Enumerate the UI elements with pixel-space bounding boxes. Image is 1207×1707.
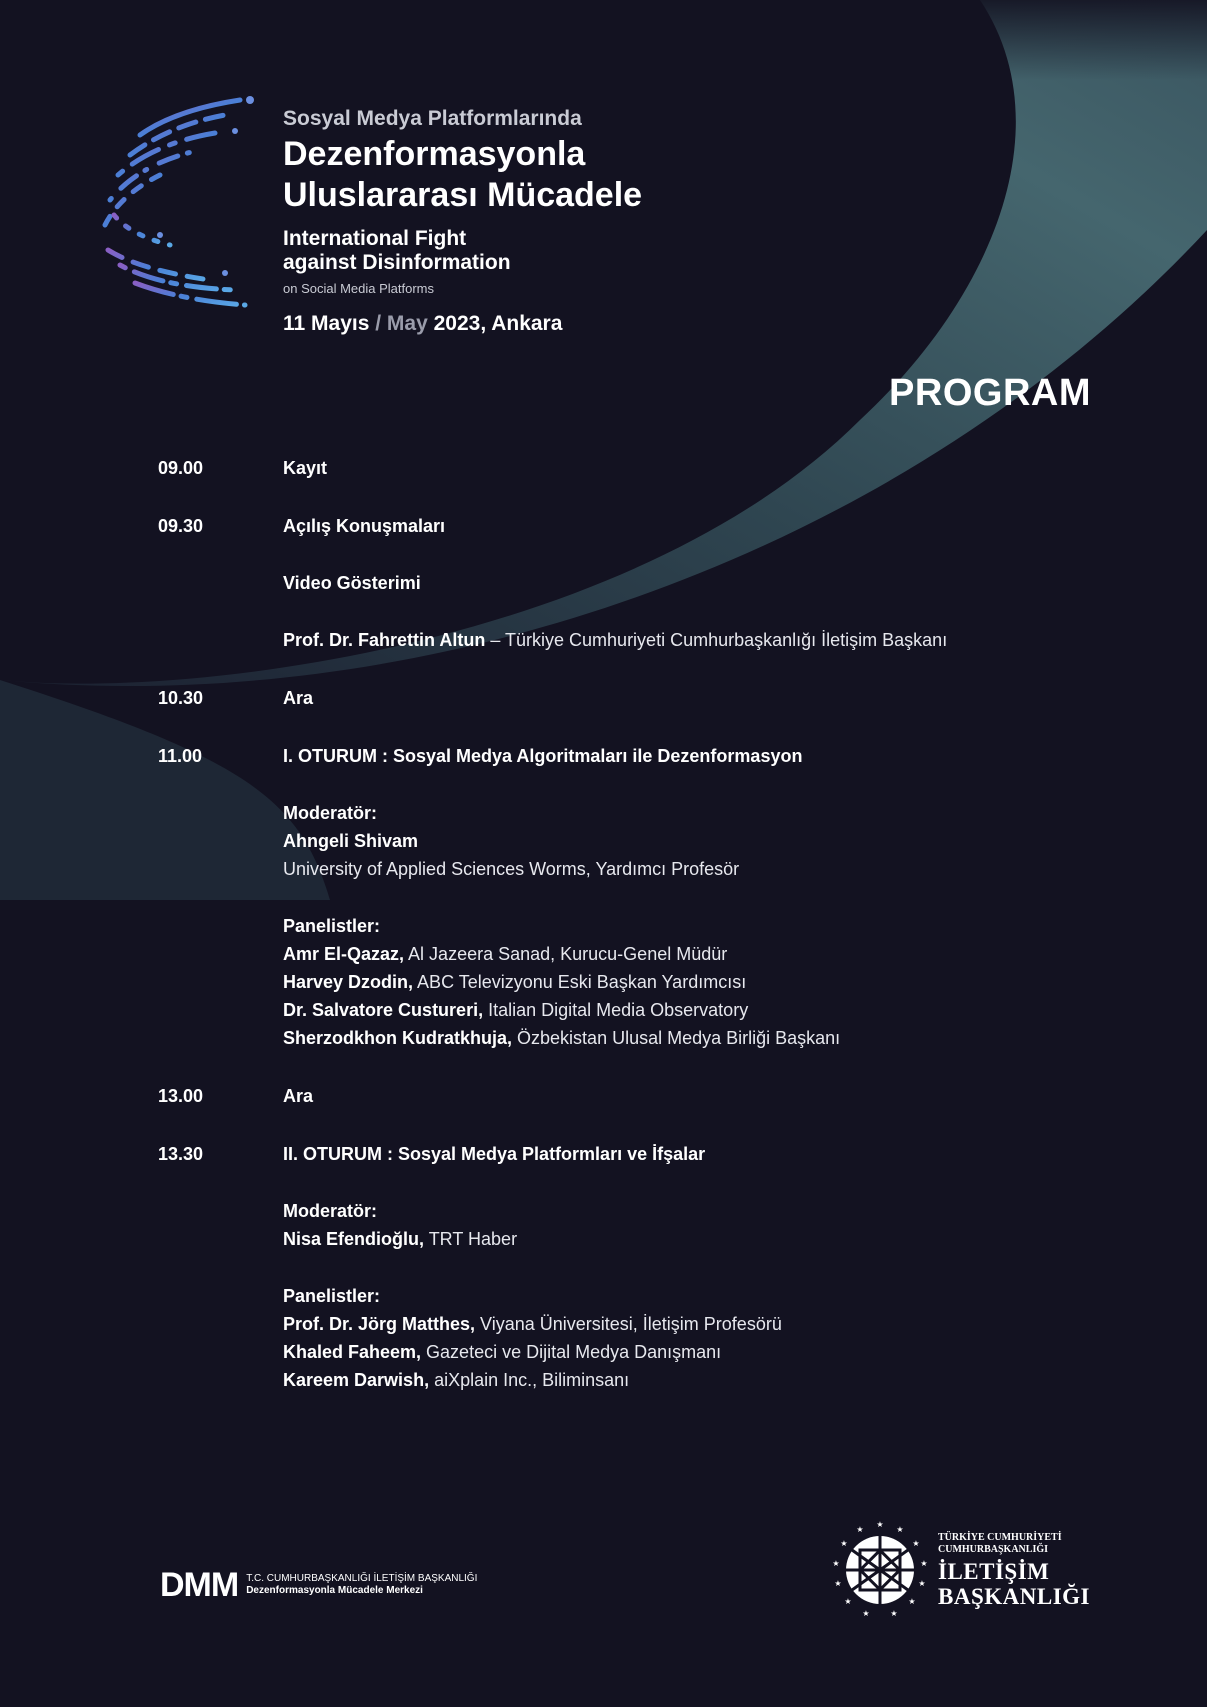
svg-text:★: ★ (832, 1559, 840, 1568)
ib-line4: BAŞKANLIĞI (938, 1583, 1090, 1609)
moderator-name: Nisa Efendioğlu, (283, 1229, 425, 1249)
agenda-row (158, 684, 1098, 712)
dmm-logo (160, 1568, 477, 1602)
agenda-item: Kayıt (283, 458, 328, 478)
agenda-row (158, 454, 1098, 482)
moderator-label: Moderatör: (283, 803, 377, 823)
header-title-line2: Uluslararası Mücadele (283, 176, 643, 214)
svg-text:★: ★ (918, 1579, 926, 1588)
svg-text:★: ★ (840, 1539, 848, 1548)
header-kicker: Sosyal Medya Platformlarında (283, 107, 582, 130)
moderator-role: TRT Haber (424, 1229, 518, 1249)
agenda-item: Açılış Konuşmaları (283, 516, 446, 536)
svg-text:★: ★ (856, 1525, 864, 1534)
panelist-role: Al Jazeera Sanad, Kurucu-Genel Müdür (404, 944, 728, 964)
agenda-item: Ara (283, 1086, 314, 1106)
panelist-role: aiXplain Inc., Biliminsanı (429, 1370, 630, 1390)
agenda-item: Video Gösterimi (283, 573, 421, 593)
agenda-time: 10.30 (158, 688, 204, 708)
speaker-name: Prof. Dr. Fahrettin Altun (283, 630, 486, 650)
svg-text:★: ★ (890, 1609, 898, 1618)
svg-text:★: ★ (844, 1597, 852, 1606)
date-year-city: 2023, Ankara (427, 312, 563, 335)
panelist-role: Viyana Üniversitesi, İletişim Profesörü (475, 1314, 782, 1334)
svg-text:★: ★ (862, 1609, 870, 1618)
panelist-role: ABC Televizyonu Eski Başkan Yardımcısı (413, 972, 747, 992)
speaker-role: – Türkiye Cumhuriyeti Cumhurbaşkanlığı İletişim Başkanı (485, 630, 948, 650)
panelist-role: Gazeteci ve Dijital Medya Danışmanı (421, 1342, 722, 1362)
dmm-mark: DMM (160, 1566, 239, 1604)
svg-text:★: ★ (912, 1539, 920, 1548)
panelist (283, 1366, 1098, 1394)
agenda (158, 454, 1098, 1424)
dmm-line2: Dezenformasyonla Mücadele Merkezi (246, 1585, 423, 1596)
panelist-name: Dr. Salvatore Custureri, (283, 1000, 484, 1020)
agenda-row (158, 1140, 1098, 1394)
agenda-time: 09.00 (158, 458, 204, 478)
panelist-name: Khaled Faheem, (283, 1342, 422, 1362)
panelist-name: Kareem Darwish, (283, 1370, 430, 1390)
panelist (283, 1024, 1098, 1052)
agenda-row (158, 1082, 1098, 1110)
date-tr: 11 Mayıs (283, 312, 370, 335)
panelist (283, 968, 1098, 996)
moderator-role: University of Applied Sciences Worms, Yardımcı Profesör (283, 859, 740, 879)
panelist-name: Amr El-Qazaz, (283, 944, 405, 964)
panelist-name: Sherzodkhon Kudratkhuja, (283, 1028, 513, 1048)
header-english-title (283, 227, 511, 275)
panelist (283, 940, 1098, 968)
ib-line1: TÜRKİYE CUMHURİYETİ (938, 1531, 1062, 1543)
svg-text:★: ★ (920, 1559, 928, 1568)
agenda-time: 13.00 (158, 1086, 204, 1106)
dmm-line1: T.C. CUMHURBAŞKANLIĞI İLETİŞİM BAŞKANLIĞI (246, 1573, 478, 1584)
header-en-line2: against Disinformation (283, 251, 511, 274)
header-title (283, 134, 642, 216)
panelist (283, 1338, 1098, 1366)
agenda-time: 09.30 (158, 516, 204, 536)
svg-text:★: ★ (876, 1520, 884, 1529)
panelists-label: Panelistler: (283, 916, 381, 936)
svg-text:★: ★ (908, 1597, 916, 1606)
session-title: II. OTURUM : Sosyal Medya Platformları ve İfşalar (283, 1144, 706, 1164)
panelist-role: Italian Digital Media Observatory (483, 1000, 749, 1020)
panelist-role: Özbekistan Ulusal Medya Birliği Başkanı (512, 1028, 841, 1048)
iletisim-baskanligi-logo (830, 1520, 1090, 1620)
panelists-label: Panelistler: (283, 1286, 381, 1306)
moderator-name: Ahngeli Shivam (283, 831, 419, 851)
header-en-line1: International Fight (283, 227, 467, 250)
emblem-icon (830, 1520, 930, 1620)
date-en: / May (369, 312, 428, 335)
program-title: PROGRAM (889, 372, 1091, 414)
header-title-line1: Dezenformasyonla (283, 135, 586, 173)
moderator-label: Moderatör: (283, 1201, 377, 1221)
panelist-name: Harvey Dzodin, (283, 972, 414, 992)
panelist-name: Prof. Dr. Jörg Matthes, (283, 1314, 476, 1334)
svg-text:★: ★ (834, 1579, 842, 1588)
agenda-row (158, 742, 1098, 1052)
session-title: I. OTURUM : Sosyal Medya Algoritmaları ile Dezenformasyon (283, 746, 803, 766)
conference-logo-icon (100, 95, 260, 315)
agenda-item: Ara (283, 688, 314, 708)
panelist (283, 996, 1098, 1024)
agenda-row (158, 512, 1098, 654)
header-en-subtitle: on Social Media Platforms (283, 281, 435, 296)
panelist (283, 1310, 1098, 1338)
ib-line3: İLETİŞİM (938, 1558, 1050, 1584)
ib-line2: CUMHURBAŞKANLIĞI (938, 1543, 1049, 1555)
agenda-time: 13.30 (158, 1144, 204, 1164)
svg-text:★: ★ (896, 1525, 904, 1534)
agenda-time: 11.00 (158, 746, 203, 766)
event-date (283, 312, 562, 336)
